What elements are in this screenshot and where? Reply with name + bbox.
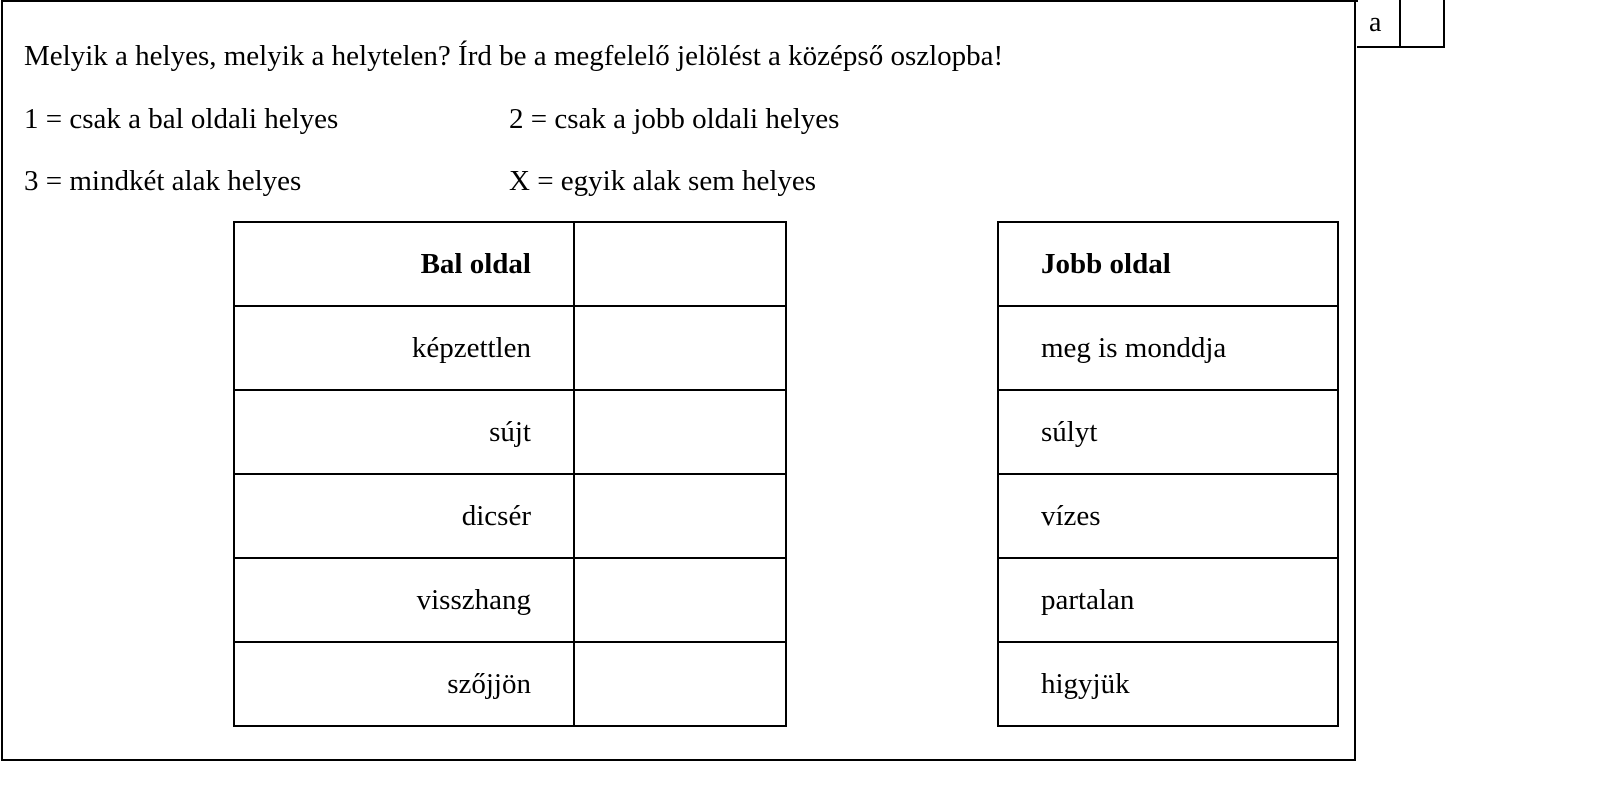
table-header-row [234,222,1338,306]
row-left-word: sújt [234,390,574,474]
table-row [234,642,1338,726]
header-gap [786,222,998,306]
table-row [234,474,1338,558]
score-input-cell[interactable] [1399,0,1443,46]
row-answer-cell[interactable] [574,306,786,390]
row-gap [786,390,998,474]
row-left-word: dicsér [234,474,574,558]
row-right-word: partalan [998,558,1338,642]
legend-3: 3 = mindkét alak helyes [24,165,302,197]
answer-table [233,221,1339,727]
row-right-word: súlyt [998,390,1338,474]
table-row [234,558,1338,642]
header-answer-cell [574,222,786,306]
row-right-word: higyjük [998,642,1338,726]
table-row [234,390,1338,474]
row-left-word: szőjjön [234,642,574,726]
row-answer-cell[interactable] [574,390,786,474]
row-answer-cell[interactable] [574,474,786,558]
row-left-word: képzettlen [234,306,574,390]
row-left-word: visszhang [234,558,574,642]
row-right-word: vízes [998,474,1338,558]
row-gap [786,474,998,558]
row-gap [786,558,998,642]
legend-x: X = egyik alak sem helyes [509,165,817,197]
row-gap [786,306,998,390]
header-left: Bal oldal [234,222,574,306]
instruction-text: Melyik a helyes, melyik a helytelen? Írd be a megfelelő jelölést a középső oszlopba! [24,40,1004,72]
score-box [1357,0,1445,48]
row-answer-cell[interactable] [574,558,786,642]
row-right-word: meg is monddja [998,306,1338,390]
score-label: a [1369,7,1382,38]
row-gap [786,642,998,726]
row-answer-cell[interactable] [574,642,786,726]
table-row [234,306,1338,390]
legend-2: 2 = csak a jobb oldali helyes [509,103,840,135]
legend-1: 1 = csak a bal oldali helyes [24,103,339,135]
header-right: Jobb oldal [998,222,1338,306]
